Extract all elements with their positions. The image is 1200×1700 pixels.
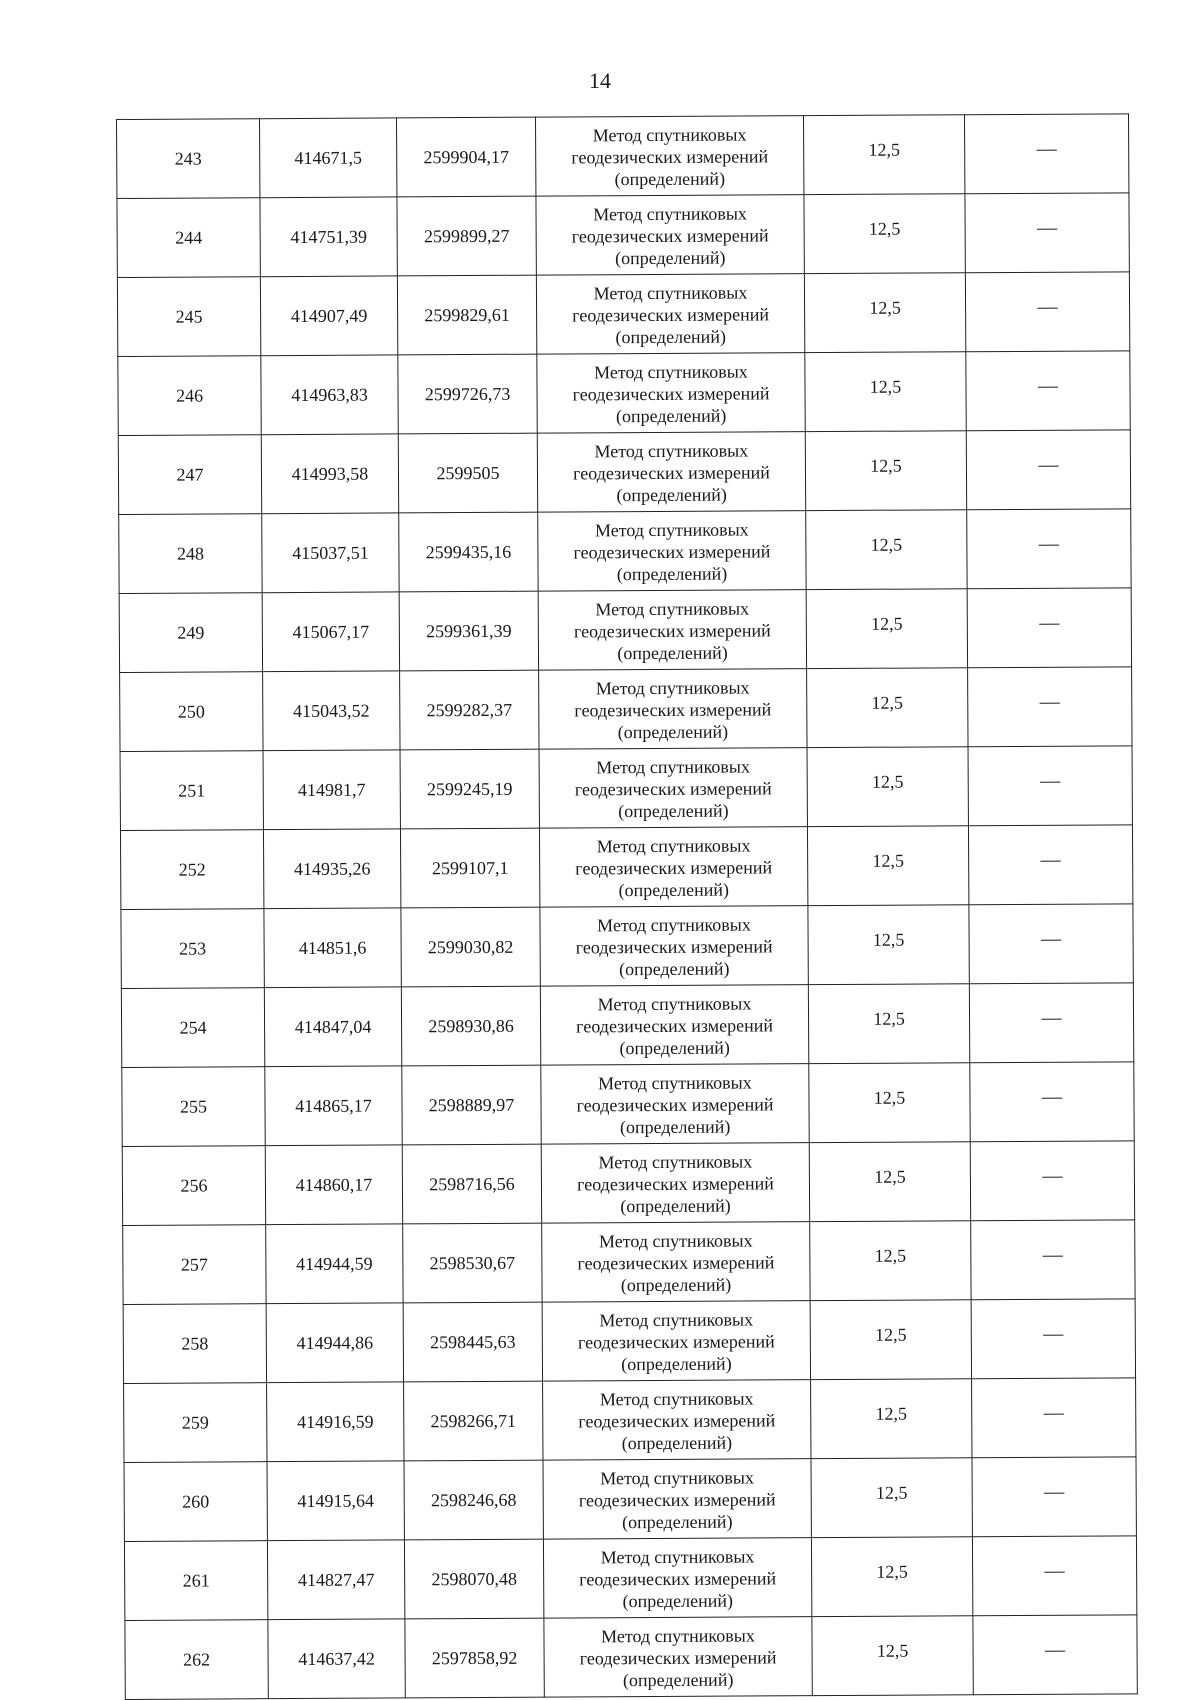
note-cell — [968, 746, 1132, 826]
point-number-cell: 253 — [121, 909, 264, 989]
note-cell — [973, 1615, 1137, 1695]
note-cell — [972, 1536, 1136, 1616]
method-line-1: Метод спутниковых — [595, 597, 750, 619]
y-coordinate-cell: 2599829,61 — [397, 275, 536, 355]
method-line-2: геодезических измерений — [576, 1093, 774, 1115]
x-coordinate-cell: 414944,59 — [266, 1224, 403, 1304]
note-cell — [967, 588, 1131, 668]
table-row — [124, 1457, 1136, 1542]
x-coordinate-cell: 414981,7 — [263, 750, 400, 830]
method-line-3: (определений) — [617, 721, 729, 742]
note-cell — [968, 825, 1132, 905]
method-line-1: Метод спутниковых — [596, 834, 751, 856]
method-cell — [544, 1617, 812, 1697]
method-line-2: геодезических измерений — [574, 777, 772, 799]
method-cell — [535, 116, 803, 196]
method-line-1: Метод спутниковых — [594, 360, 748, 382]
method-line-3: (определений) — [619, 1037, 730, 1058]
method-line-1: Метод спутниковых — [592, 123, 747, 145]
table-row — [123, 1299, 1135, 1384]
point-number-cell: 255 — [122, 1067, 265, 1147]
x-coordinate-cell: 414860,17 — [265, 1145, 402, 1225]
table-row — [121, 983, 1133, 1068]
accuracy-cell: 12,5 — [811, 1379, 972, 1459]
point-number-cell: 245 — [117, 277, 260, 357]
method-line-3: (определений) — [615, 326, 726, 347]
x-coordinate-cell: 414671,5 — [260, 118, 397, 198]
x-coordinate-cell: 414944,86 — [266, 1303, 403, 1383]
point-number-cell: 244 — [117, 198, 260, 278]
table-row — [118, 351, 1130, 436]
method-cell — [536, 274, 804, 354]
method-cell — [543, 1459, 811, 1539]
x-coordinate-cell: 415037,51 — [262, 513, 399, 593]
point-number-cell: 248 — [119, 514, 262, 594]
note-cell — [970, 1141, 1134, 1221]
point-number-cell: 260 — [124, 1462, 267, 1542]
x-coordinate-cell: 414907,49 — [260, 276, 397, 356]
method-line-2: геодезических измерений — [573, 619, 771, 641]
accuracy-cell: 12,5 — [805, 352, 966, 432]
table-row — [119, 588, 1131, 673]
dash-mark: — — [1043, 1322, 1064, 1345]
x-coordinate-cell: 414963,83 — [261, 355, 398, 435]
table-row — [117, 114, 1129, 199]
y-coordinate-cell: 2599245,19 — [400, 749, 539, 829]
y-coordinate-cell: 2598530,67 — [403, 1223, 542, 1303]
y-coordinate-cell: 2599435,16 — [399, 512, 538, 592]
table-row — [122, 1062, 1134, 1147]
note-cell — [965, 193, 1129, 273]
x-coordinate-cell: 414851,6 — [264, 908, 401, 988]
method-line-3: (определений) — [614, 168, 726, 189]
dash-mark: — — [1043, 1401, 1064, 1424]
x-coordinate-cell: 414935,26 — [263, 829, 400, 909]
method-line-2: геодезических измерений — [571, 224, 769, 246]
coordinates-table-body — [117, 114, 1138, 1700]
method-line-1: Метод спутниковых — [598, 1229, 753, 1251]
point-number-cell: 258 — [123, 1304, 266, 1384]
method-line-3: (определений) — [621, 1353, 732, 1374]
method-line-1: Метод спутниковых — [597, 1071, 752, 1093]
dash-mark: — — [1041, 1006, 1062, 1029]
coordinates-table — [116, 113, 1138, 1700]
x-coordinate-cell: 414637,42 — [268, 1619, 405, 1699]
point-number-cell: 251 — [120, 751, 263, 831]
accuracy-cell: 12,5 — [806, 510, 967, 590]
x-coordinate-cell: 414993,58 — [261, 434, 398, 514]
accuracy-cell: 12,5 — [805, 431, 966, 511]
method-line-2: геодезических измерений — [578, 1488, 776, 1510]
table-row — [121, 904, 1133, 989]
x-coordinate-cell: 414827,47 — [267, 1540, 404, 1620]
y-coordinate-cell: 2598716,56 — [402, 1144, 541, 1224]
dash-mark: — — [1044, 1480, 1065, 1503]
accuracy-cell: 12,5 — [804, 194, 965, 274]
accuracy-cell: 12,5 — [808, 905, 969, 985]
method-line-1: Метод спутниковых — [597, 992, 752, 1014]
x-coordinate-cell: 414916,59 — [267, 1382, 404, 1462]
accuracy-cell: 12,5 — [803, 115, 964, 195]
method-line-2: геодезических измерений — [573, 540, 771, 562]
method-cell — [536, 195, 804, 275]
dash-mark: — — [1041, 1085, 1063, 1108]
method-line-3: (определений) — [619, 1116, 731, 1137]
method-line-3: (определений) — [617, 642, 728, 663]
method-cell — [540, 906, 808, 986]
dash-mark: — — [1038, 532, 1059, 555]
method-cell — [539, 748, 807, 828]
dash-mark: — — [1038, 453, 1059, 476]
note-cell — [964, 114, 1128, 194]
accuracy-cell: 12,5 — [807, 668, 968, 748]
method-line-2: геодезических измерений — [572, 382, 770, 404]
note-cell — [968, 667, 1132, 747]
method-line-3: (определений) — [622, 1511, 733, 1532]
x-coordinate-cell: 414847,04 — [264, 987, 401, 1067]
table-row — [120, 746, 1132, 831]
method-cell — [540, 985, 808, 1065]
method-cell — [539, 827, 807, 907]
method-line-1: Метод спутниковых — [600, 1545, 755, 1567]
method-line-1: Метод спутниковых — [593, 202, 747, 224]
method-line-3: (определений) — [621, 1432, 733, 1453]
method-cell — [542, 1301, 810, 1381]
table-row — [123, 1220, 1135, 1305]
note-cell — [966, 430, 1130, 510]
method-line-3: (определений) — [618, 958, 730, 979]
x-coordinate-cell: 415067,17 — [262, 592, 399, 672]
method-line-2: геодезических измерений — [578, 1409, 776, 1431]
method-line-1: Метод спутниковых — [599, 1387, 754, 1409]
dash-mark: — — [1045, 1638, 1066, 1661]
table-row — [120, 825, 1132, 910]
method-cell — [543, 1538, 811, 1618]
accuracy-cell: 12,5 — [812, 1616, 973, 1696]
method-cell — [543, 1380, 811, 1460]
table-row — [120, 667, 1132, 752]
method-line-1: Метод спутниковых — [594, 518, 749, 540]
method-line-1: Метод спутниковых — [593, 281, 748, 303]
method-line-2: геодезических измерений — [579, 1646, 777, 1668]
y-coordinate-cell: 2599904,17 — [396, 117, 535, 197]
point-number-cell: 254 — [121, 988, 264, 1068]
y-coordinate-cell: 2598246,68 — [404, 1460, 543, 1540]
dash-mark: — — [1036, 137, 1057, 160]
method-line-2: геодезических измерений — [574, 698, 772, 720]
method-cell — [541, 1064, 809, 1144]
point-number-cell: 259 — [124, 1383, 267, 1463]
method-line-2: геодезических измерений — [577, 1251, 775, 1273]
method-line-3: (определений) — [616, 563, 728, 584]
table-row — [117, 272, 1129, 357]
dash-mark: — — [1039, 611, 1060, 634]
method-line-2: геодезических измерений — [573, 461, 770, 483]
note-cell — [969, 983, 1133, 1063]
method-cell — [537, 432, 805, 512]
method-line-3: (определений) — [620, 1274, 732, 1295]
method-cell — [537, 353, 805, 433]
y-coordinate-cell: 2598266,71 — [404, 1381, 543, 1461]
note-cell — [967, 509, 1131, 589]
method-line-3: (определений) — [616, 484, 727, 505]
dash-mark: — — [1042, 1243, 1063, 1266]
method-line-2: геодезических измерений — [576, 1172, 774, 1194]
x-coordinate-cell: 414915,64 — [267, 1461, 404, 1541]
method-line-1: Метод спутниковых — [601, 1624, 755, 1646]
y-coordinate-cell: 2598070,48 — [404, 1539, 543, 1619]
y-coordinate-cell: 2599726,73 — [398, 354, 537, 434]
method-line-1: Метод спутниковых — [598, 1150, 753, 1172]
y-coordinate-cell: 2599030,82 — [401, 907, 540, 987]
method-cell — [541, 1143, 809, 1223]
method-line-3: (определений) — [618, 879, 730, 900]
table-row — [119, 509, 1131, 594]
method-line-2: геодезических измерений — [572, 303, 770, 325]
accuracy-cell: 12,5 — [808, 984, 969, 1064]
dash-mark: — — [1037, 216, 1058, 239]
accuracy-cell: 12,5 — [809, 1142, 970, 1222]
point-number-cell: 247 — [118, 435, 261, 515]
method-cell — [538, 590, 806, 670]
note-cell — [970, 1062, 1134, 1142]
point-number-cell: 261 — [124, 1541, 267, 1621]
method-line-2: геодезических измерений — [575, 935, 773, 957]
y-coordinate-cell: 2598445,63 — [403, 1302, 542, 1382]
method-line-1: Метод спутниковых — [596, 755, 751, 777]
x-coordinate-cell: 415043,52 — [263, 671, 400, 751]
point-number-cell: 252 — [120, 830, 263, 910]
method-line-3: (определений) — [615, 405, 727, 426]
point-number-cell: 246 — [118, 356, 261, 436]
point-number-cell: 249 — [119, 593, 262, 673]
dash-mark: — — [1042, 1164, 1063, 1187]
method-line-3: (определений) — [618, 800, 729, 821]
note-cell — [966, 351, 1130, 431]
accuracy-cell: 12,5 — [810, 1221, 971, 1301]
method-line-1: Метод спутниковых — [597, 913, 751, 935]
method-line-1: Метод спутниковых — [595, 676, 750, 698]
dash-mark: — — [1037, 295, 1058, 318]
table-row — [124, 1536, 1136, 1621]
method-line-2: геодезических измерений — [579, 1567, 777, 1589]
note-cell — [965, 272, 1129, 352]
method-line-1: Метод спутниковых — [600, 1466, 754, 1488]
note-cell — [969, 904, 1133, 984]
accuracy-cell: 12,5 — [809, 1063, 970, 1143]
point-number-cell: 257 — [123, 1225, 266, 1305]
table-row — [118, 430, 1130, 515]
accuracy-cell: 12,5 — [804, 273, 965, 353]
method-cell — [539, 669, 807, 749]
dash-mark: — — [1037, 374, 1059, 397]
accuracy-cell: 12,5 — [811, 1458, 972, 1538]
accuracy-cell: 12,5 — [810, 1300, 971, 1380]
dash-mark: — — [1039, 690, 1060, 713]
method-line-3: (определений) — [620, 1195, 731, 1216]
method-line-2: геодезических измерений — [576, 1014, 774, 1036]
accuracy-cell: 12,5 — [811, 1537, 972, 1617]
table-row — [117, 193, 1129, 278]
note-cell — [972, 1378, 1136, 1458]
point-number-cell: 256 — [122, 1146, 265, 1226]
table-row — [125, 1615, 1137, 1700]
method-line-2: геодезических измерений — [571, 145, 769, 167]
method-line-1: Метод спутниковых — [599, 1308, 754, 1330]
point-number-cell: 243 — [117, 119, 260, 199]
method-cell — [538, 511, 806, 591]
method-line-1: Метод спутниковых — [594, 439, 749, 461]
method-cell — [542, 1222, 810, 1302]
note-cell — [972, 1457, 1136, 1537]
y-coordinate-cell: 2599361,39 — [399, 591, 538, 671]
method-line-2: геодезических измерений — [577, 1330, 775, 1352]
y-coordinate-cell: 2598930,86 — [401, 986, 540, 1066]
y-coordinate-cell: 2599505 — [398, 433, 537, 513]
note-cell — [971, 1220, 1135, 1300]
y-coordinate-cell: 2597858,92 — [405, 1618, 544, 1698]
dash-mark: — — [1040, 848, 1061, 871]
method-line-3: (определений) — [622, 1669, 734, 1690]
x-coordinate-cell: 414751,39 — [260, 197, 397, 277]
table-row — [122, 1141, 1134, 1226]
method-line-3: (определений) — [622, 1590, 734, 1611]
accuracy-cell: 12,5 — [807, 747, 968, 827]
table-row — [124, 1378, 1136, 1463]
accuracy-cell: 12,5 — [807, 826, 968, 906]
method-line-3: (определений) — [615, 247, 726, 268]
dash-mark: — — [1041, 927, 1062, 950]
note-cell — [971, 1299, 1135, 1379]
method-line-2: геодезических измерений — [575, 856, 773, 878]
y-coordinate-cell: 2599107,1 — [400, 828, 539, 908]
x-coordinate-cell: 414865,17 — [265, 1066, 402, 1146]
point-number-cell: 262 — [125, 1620, 268, 1700]
y-coordinate-cell: 2599899,27 — [397, 196, 536, 276]
page-number: 14 — [589, 68, 611, 93]
dash-mark: — — [1040, 769, 1061, 792]
y-coordinate-cell: 2599282,37 — [400, 670, 539, 750]
dash-mark: — — [1044, 1559, 1065, 1582]
y-coordinate-cell: 2598889,97 — [402, 1065, 541, 1145]
accuracy-cell: 12,5 — [806, 589, 967, 669]
point-number-cell: 250 — [120, 672, 263, 752]
